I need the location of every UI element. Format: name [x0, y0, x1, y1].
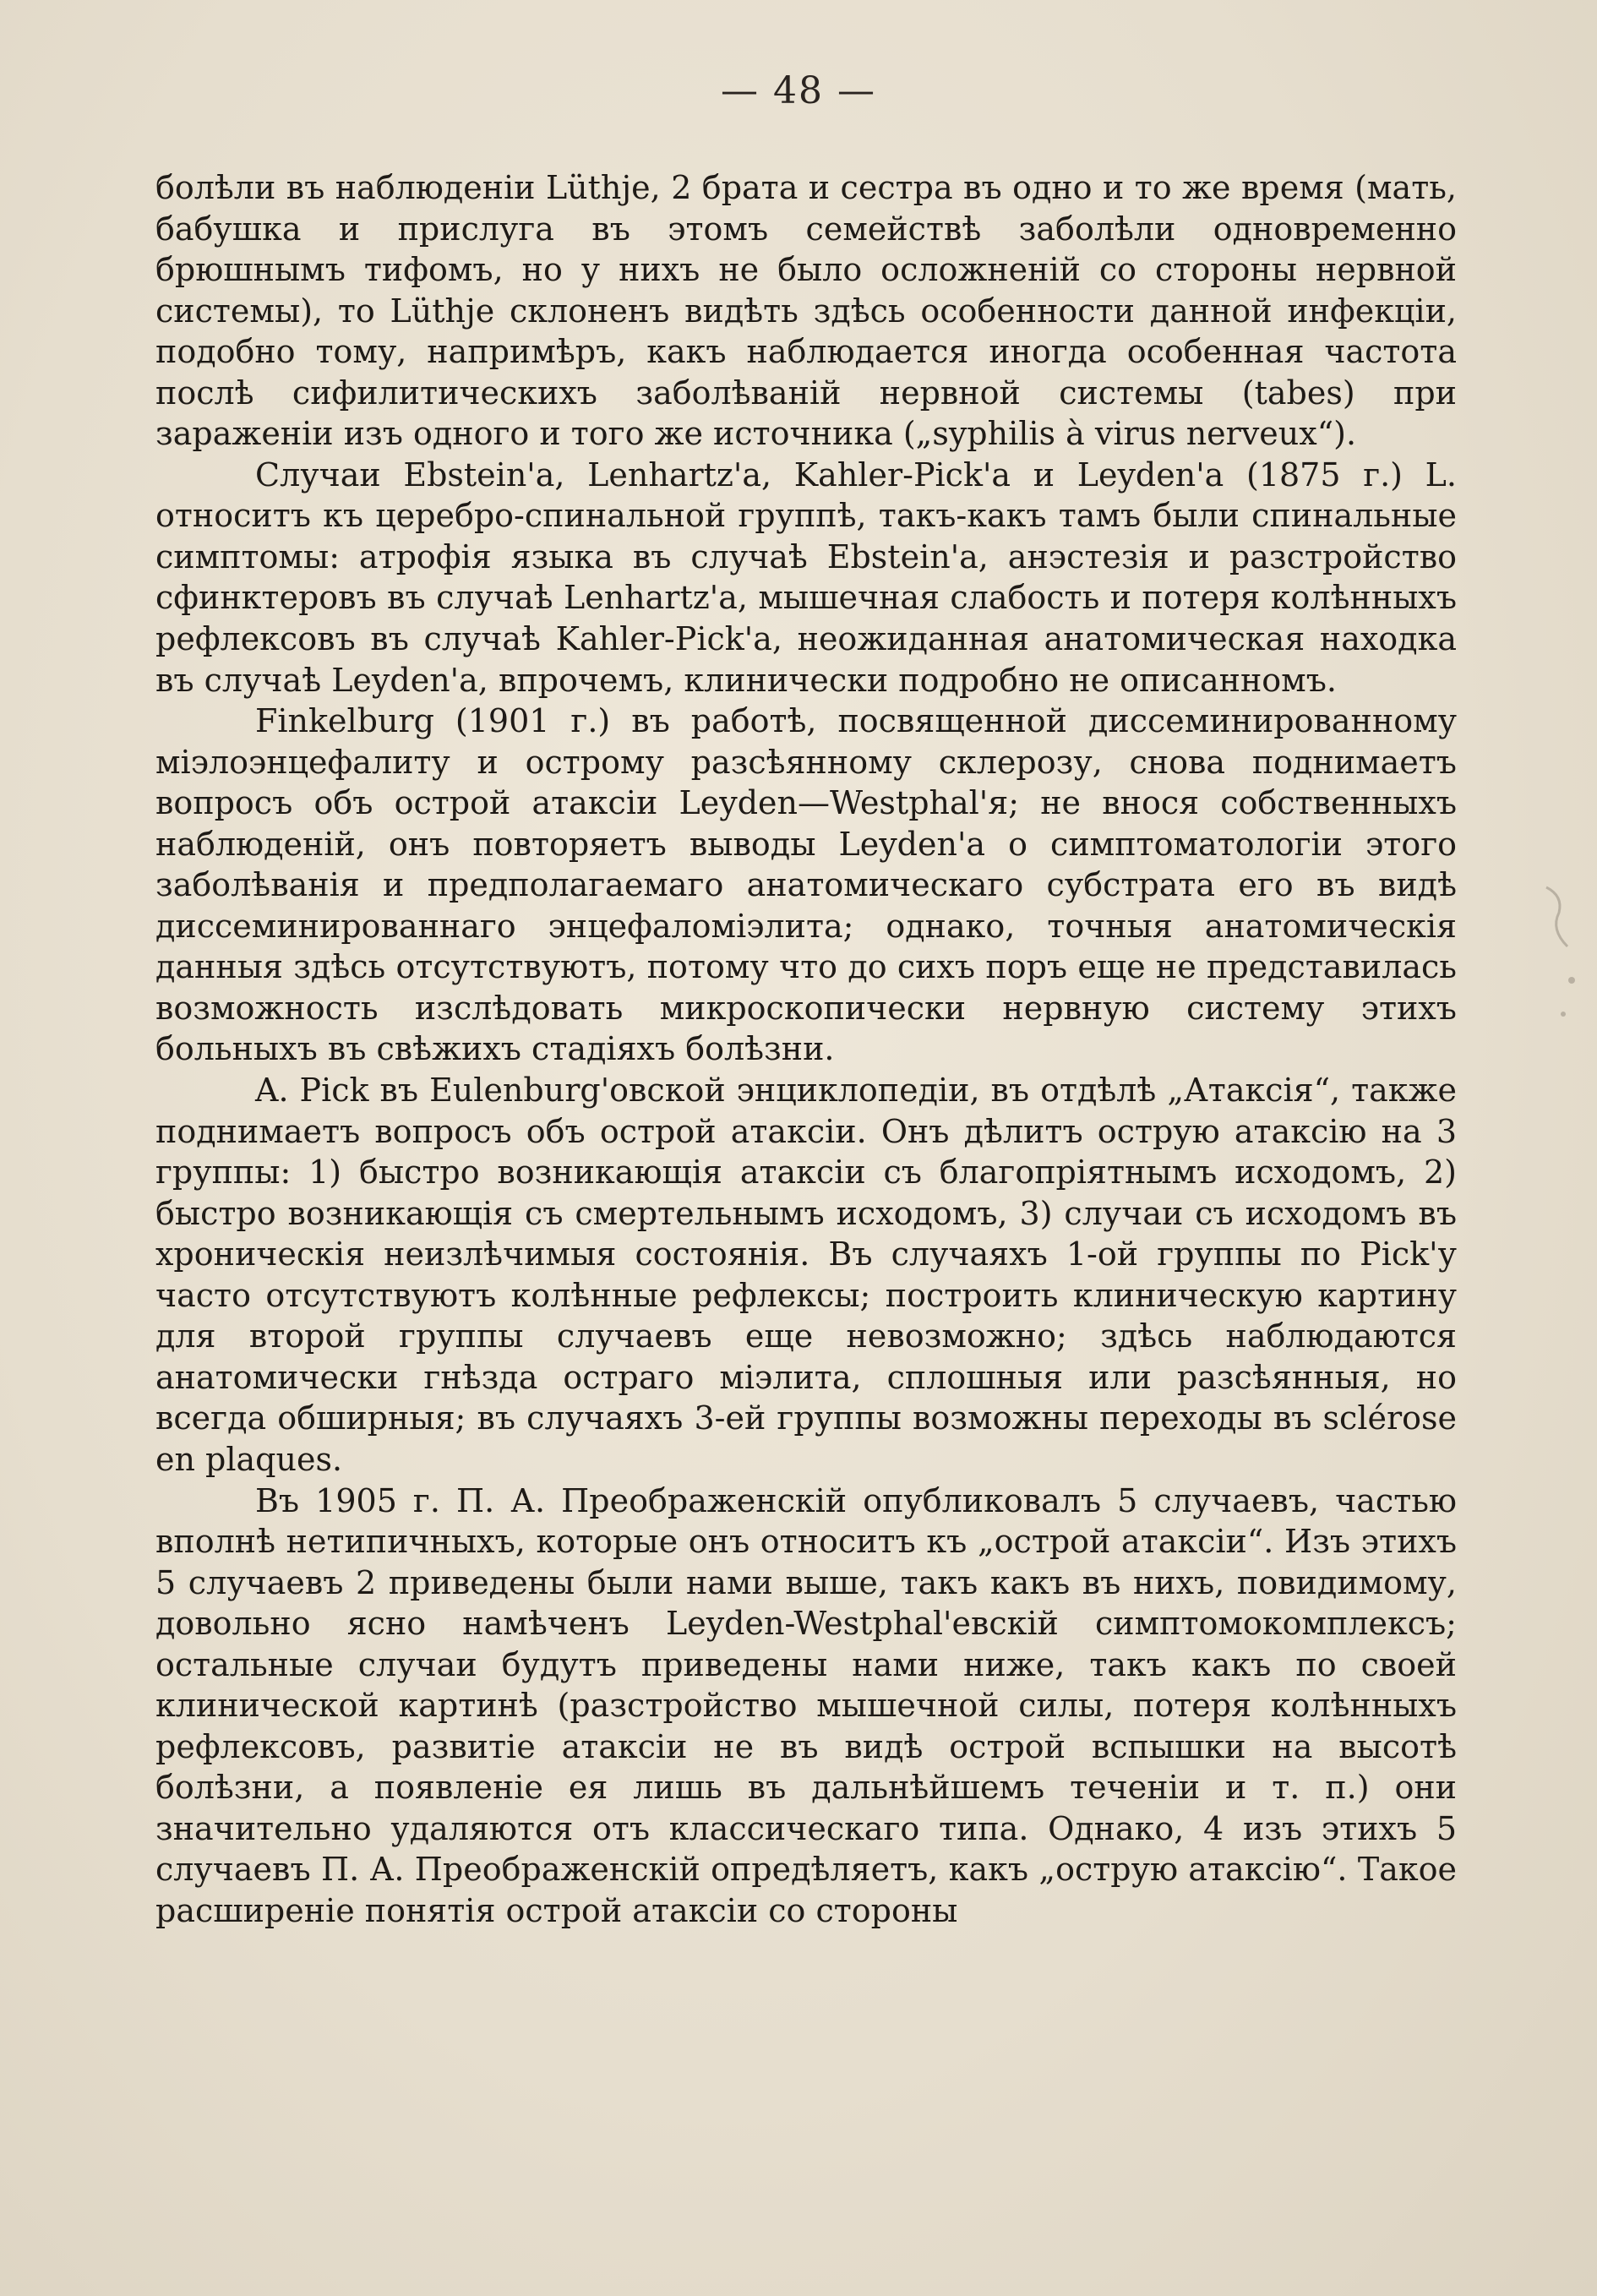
- paragraph-pick: A. Pick въ Eulenburg'овской энциклопедіи, въ отдѣлѣ „Атаксія“, также поднимаетъ вопросъ объ острой атаксіи. Онъ дѣлитъ острую атаксію на 3 группы: 1) быстро возникающія атаксіи съ благопріятнымъ исходомъ, 2) быстро возникающія съ смертельнымъ исходомъ, 3) случаи съ исходомъ въ хроническія неизлѣчимыя состоянія. Въ случаяхъ 1-ой группы по Pick'у часто отсутствуютъ колѣнные рефлексы; построить клиническую картину для второй группы случаевъ еще невозможно; здѣсь наблюдаются анатомически гнѣзда остраго міэлита, сплошныя или разсѣянныя, но всегда обширныя; въ случаяхъ 3-ей группы возможны переходы въ sclérose en plaques.: [155, 1072, 1457, 1478]
- paragraph-luthje: болѣли въ наблюденіи Lüthje, 2 брата и сестра въ одно и то же время (мать, бабушка и прислуга въ этомъ семействѣ заболѣли одновременно брюшнымъ тифомъ, но у нихъ не было осложненій со стороны нервной системы), то Lüthje склоненъ видѣть здѣсь особенности данной инфекціи, подобно тому, напримѣръ, какъ наблюдается иногда особенная частота послѣ сифилитическихъ заболѣваній нервной системы (tabes) при зараженіи изъ одного и того же источника („syphilis à virus nerveux“).: [155, 169, 1457, 453]
- paragraph-ebstein-cases: Случаи Ebstein'а, Lenhartz'а, Kahler-Pick'а и Leyden'а (1875 г.) L. относитъ къ церебро-спинальной группѣ, такъ-какъ тамъ были спинальные симптомы: атрофія языка въ случаѣ Ebstein'а, анэстезія и разстройство сфинктеровъ въ случаѣ Lenhartz'а, мышечная слабость и потеря колѣнныхъ рефлексовъ въ случаѣ Kahler-Pick'а, неожиданная анатомическая находка въ случаѣ Leyden'а, впрочемъ, клинически подробно не описанномъ.: [155, 455, 1457, 699]
- margin-stain-mark: [1538, 879, 1589, 1048]
- body-text: [155, 167, 1457, 1932]
- page-number: — 48 —: [721, 69, 876, 112]
- paragraph-preobrazhensky: Въ 1905 г. П. А. Преображенскій опубликовалъ 5 случаевъ, частью вполнѣ нетипичныхъ, которые онъ относитъ къ „острой атаксіи“. Изъ этихъ 5 случаевъ 2 приведены были нами выше, такъ какъ въ нихъ, повидимому, довольно ясно намѣченъ Leyden-Westphal'евскій симптомокомплексъ; остальные случаи будутъ приведены нами ниже, такъ какъ по своей клинической картинѣ (разстройство мышечной силы, потеря колѣнныхъ рефлексовъ, развитіе атаксіи не въ видѣ острой вспышки на высотѣ болѣзни, а появленіе ея лишь въ дальнѣйшемъ теченіи и т. п.) они значительно удаляются отъ классическаго типа. Однако, 4 изъ этихъ 5 случаевъ П. А. Преображенскій опредѣляетъ, какъ „острую атаксію“. Такое расширеніе понятія острой атаксіи со стороны: [155, 1481, 1457, 1929]
- paragraph-finkelburg: Finkelburg (1901 г.) въ работѣ, посвященной диссеминированному міэлоэнцефалиту и острому разсѣянному склерозу, снова поднимаетъ вопросъ объ острой атаксіи Leyden—Westphal'я; не внося собственныхъ наблюденій, онъ повторяетъ выводы Leyden'а о симптоматологіи этого заболѣванія и предполагаемаго анатомическаго субстрата его въ видѣ диссеминированнаго энцефаломіэлита; однако, точныя анатомическія данныя здѣсь отсутствуютъ, потому что до сихъ поръ еще не представилась возможность изслѣдовать микроскопически нервную систему этихъ больныхъ въ свѣжихъ стадіяхъ болѣзни.: [155, 702, 1457, 1068]
